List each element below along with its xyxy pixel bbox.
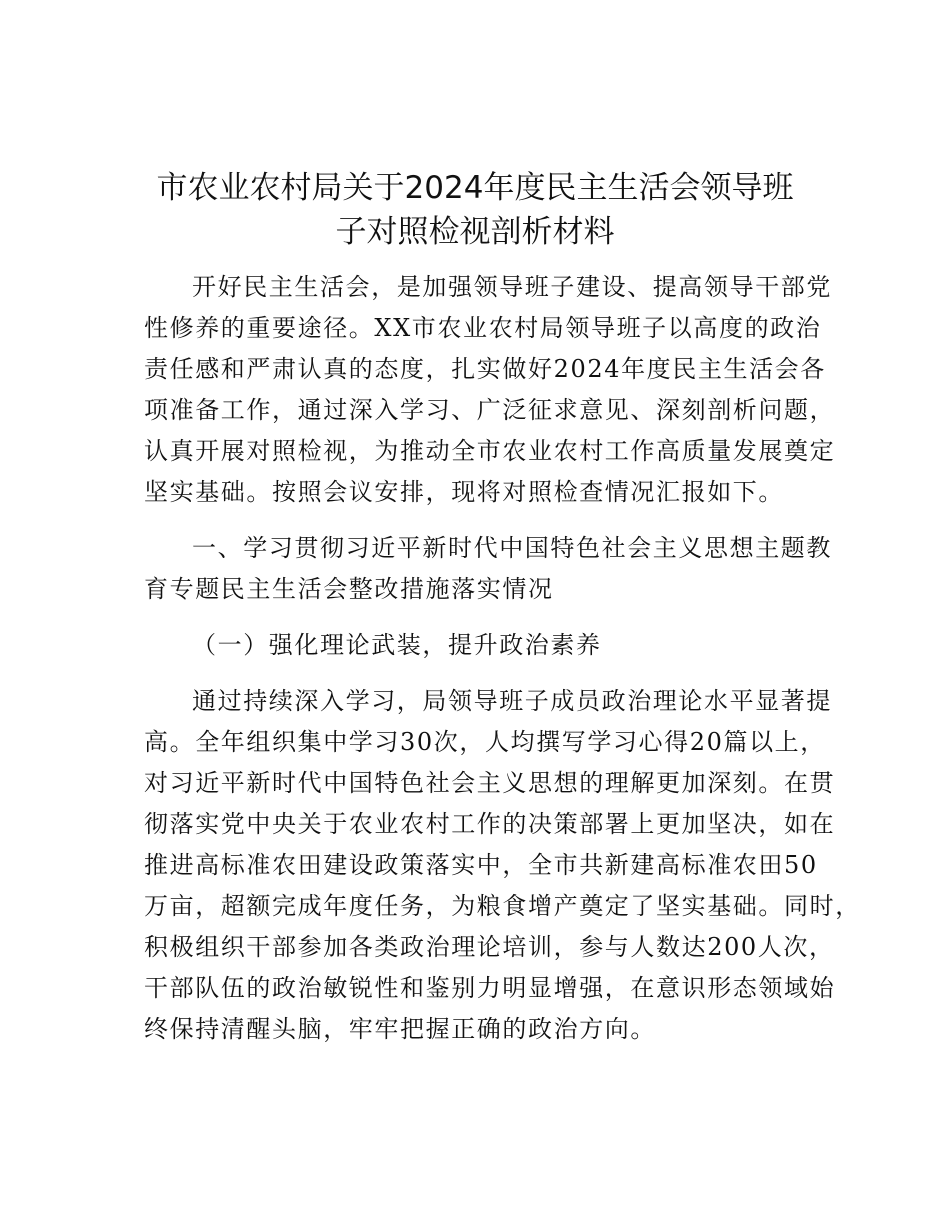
intro-paragraph-line: 坚实基础。按照会议安排，现将对照检查情况汇报如下。 xyxy=(144,478,784,506)
section-heading-line: 一、学习贯彻习近平新时代中国特色社会主义思想主题教 xyxy=(192,534,832,562)
intro-paragraph-line: 认真开展对照检视，为推动全市农业农村工作高质量发展奠定 xyxy=(144,437,836,465)
intro-paragraph-line: 性修养的重要途径。XX市农业农村局领导班子以高度的政治 xyxy=(144,314,822,342)
intro-paragraph-line: 责任感和严肃认真的态度，扎实做好2024年度民主生活会各 xyxy=(144,355,826,383)
intro-paragraph-line: 项准备工作，通过深入学习、广泛征求意见、深刻剖析问题， xyxy=(144,396,836,424)
body-paragraph-line: 通过持续深入学习，局领导班子成员政治理论水平显著提 xyxy=(192,687,832,715)
subsection-heading: （一）强化理论武装，提升政治素养 xyxy=(192,631,602,659)
section-heading-line: 育专题民主生活会整改措施落实情况 xyxy=(144,575,554,603)
body-paragraph-line: 推进高标准农田建设政策落实中，全市共新建高标准农田50 xyxy=(144,851,818,879)
document-title-line-2: 子对照检视剖析材料 xyxy=(335,214,615,250)
document-title-line-1: 市农业农村局关于2024年度民主生活会领导班 xyxy=(156,170,794,206)
body-paragraph-line: 终保持清醒头脑，牢牢把握正确的政治方向。 xyxy=(144,1015,656,1043)
intro-paragraph-line: 开好民主生活会，是加强领导班子建设、提高领导干部党 xyxy=(192,273,832,301)
body-paragraph-line: 高。全年组织集中学习30次，人均撰写学习心得20篇以上， xyxy=(144,728,826,756)
body-paragraph-line: 彻落实党中央关于农业农村工作的决策部署上更加坚决，如在 xyxy=(144,810,836,838)
body-paragraph-line: 万亩，超额完成年度任务，为粮食增产奠定了坚实基础。同时， xyxy=(144,892,861,920)
body-paragraph-line: 对习近平新时代中国特色社会主义思想的理解更加深刻。在贯 xyxy=(144,769,836,797)
body-paragraph-line: 干部队伍的政治敏锐性和鉴别力明显增强，在意识形态领域始 xyxy=(144,974,836,1002)
body-paragraph-line: 积极组织干部参加各类政治理论培训，参与人数达200人次， xyxy=(144,933,835,961)
